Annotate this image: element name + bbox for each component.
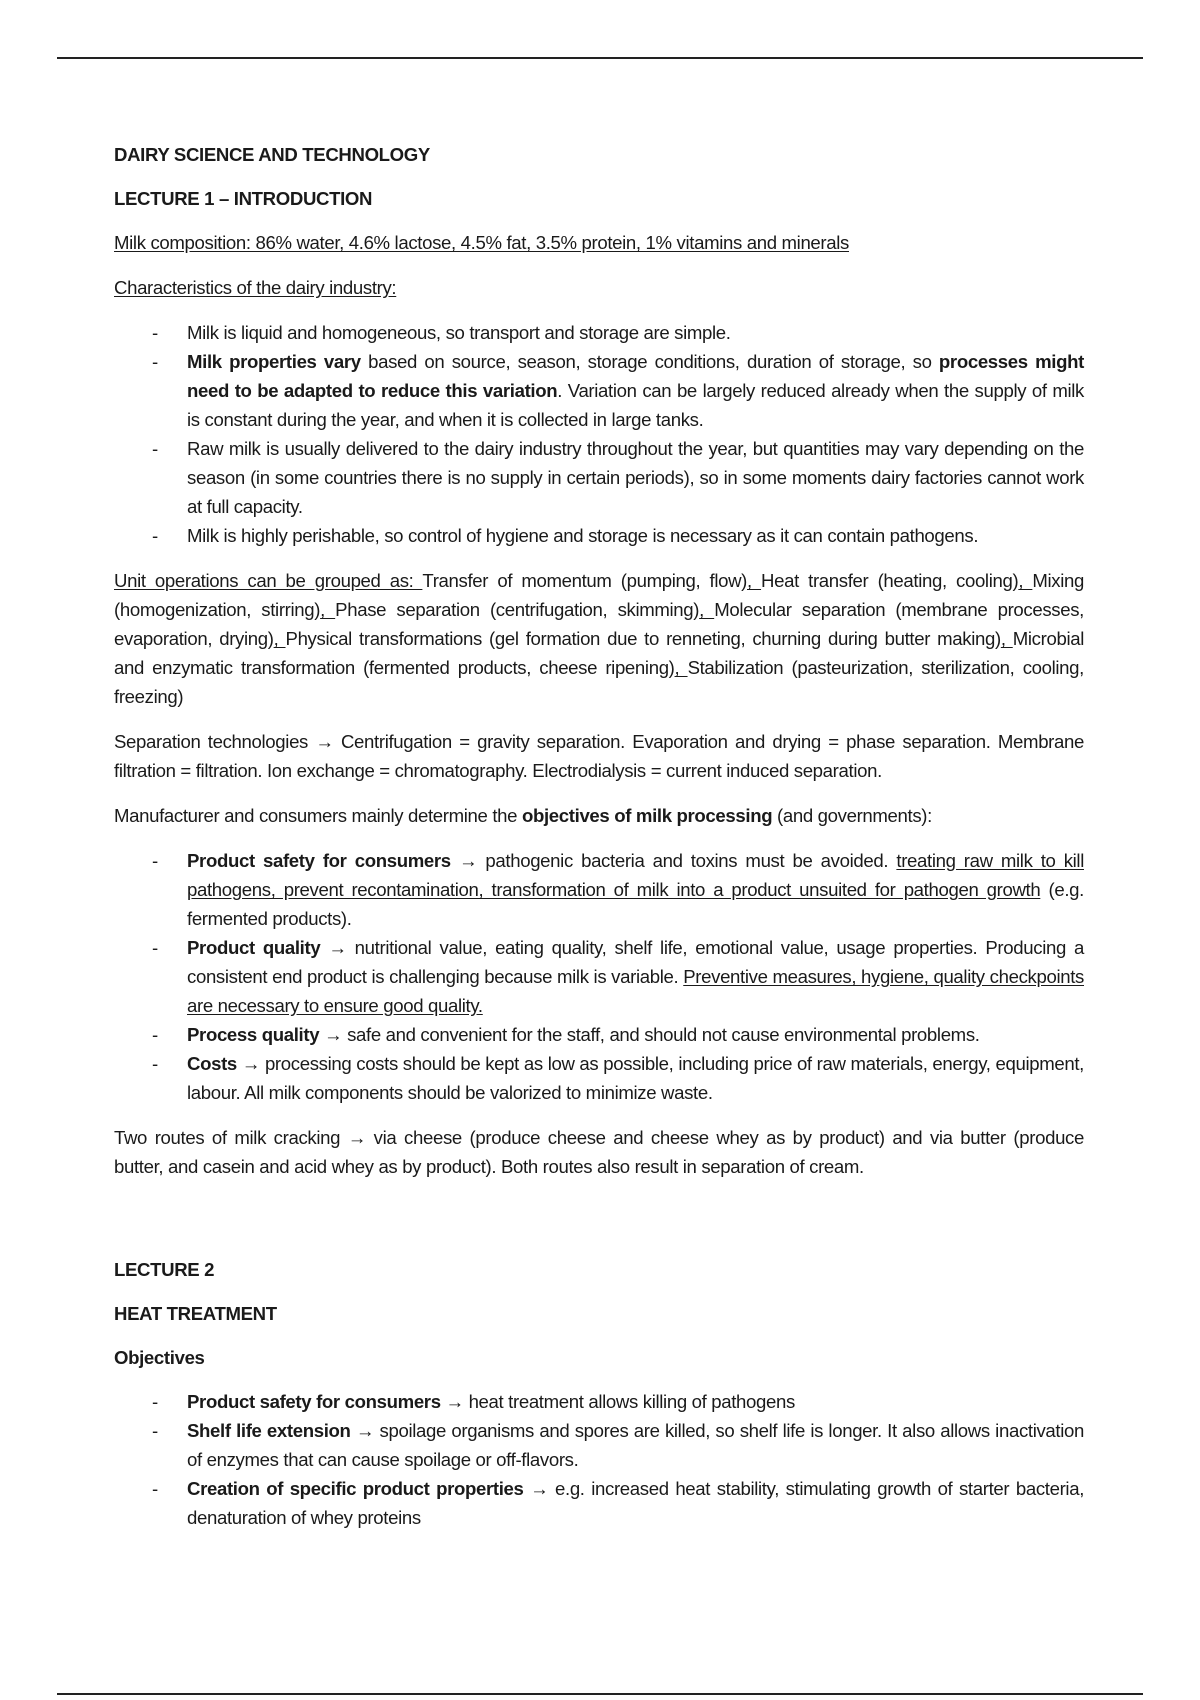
list-item: - Costs → processing costs should be kept as low as possible, including price of raw materials, energy, equipment, labour. All milk components should be valorized to minimize waste. [114,1049,1084,1107]
section-gap [114,1197,1084,1255]
list-item: - Raw milk is usually delivered to the dairy industry throughout the year, but quantities may vary depending on the season (in some countries there is no supply in certain periods), so in some moments dairy factories cannot work at full capacity. [114,434,1084,521]
heat-treatment-heading: HEAT TREATMENT [114,1303,277,1324]
characteristics-heading-text: Characteristics of the dairy industry: [114,277,397,298]
milk-composition-text: Milk composition: 86% water, 4.6% lactose, 4.5% fat, 3.5% protein, 1% vitamins and minerals [114,232,849,253]
objectives-heading: Objectives [114,1347,205,1368]
list-item: - Process quality → safe and convenient for the staff, and should not cause environmental problems. [114,1020,1084,1049]
unit-operations-paragraph: Unit operations can be grouped as: Transfer of momentum (pumping, flow), Heat transfer (heating, cooling), Mixing (homogenization, stirring), Phase separation (centrifugation, skimming), Molecular separation (membrane processes, evaporation, drying), Physical transformations (gel formation due to renneting, churning during butter making), Microbial and enzymatic transformation (fermented products, cheese ripening), Stabilization (pasteurization, sterilization, cooling, freezing) [114,570,1084,707]
header-rule [57,57,1143,59]
milk-composition [114,228,1084,257]
lecture-2-heading: LECTURE 2 [114,1259,215,1280]
objectives-list [114,846,1084,1107]
milk-cracking-paragraph: Two routes of milk cracking → via cheese (produce cheese and cheese whey as by product) and via butter (produce butter, and casein and acid whey as by product). Both routes also result in separation of cream. [114,1127,1084,1177]
list-item: - Creation of specific product properties → e.g. increased heat stability, stimulating growth of starter bacteria, denaturation of whey proteins [114,1474,1084,1532]
characteristics-heading [114,273,1084,302]
document-title: DAIRY SCIENCE AND TECHNOLOGY [114,144,430,165]
heat-objectives-list [114,1387,1084,1532]
lecture-1-heading: LECTURE 1 – INTRODUCTION [114,188,373,209]
list-item: - Milk is liquid and homogeneous, so transport and storage are simple. [114,318,1084,347]
list-item: - Product safety for consumers → heat treatment allows killing of pathogens [114,1387,1084,1416]
list-item: - Milk is highly perishable, so control of hygiene and storage is necessary as it can contain pathogens. [114,521,1084,550]
list-item: - Milk properties vary based on source, season, storage conditions, duration of storage, so processes might need to be adapted to reduce this variation. Variation can be largely reduced already when the supply of milk is constant during the year, and when it is collected in large tanks. [114,347,1084,434]
footer-rule [57,1693,1143,1695]
list-item: - Product safety for consumers → pathogenic bacteria and toxins must be avoided. treating raw milk to kill pathogens, prevent recontamination, transformation of milk into a product unsuited for pathogen growth (e.g. fermented products). [114,846,1084,933]
separation-paragraph: Separation technologies → Centrifugation = gravity separation. Evaporation and drying = phase separation. Membrane filtration = filtration. Ion exchange = chromatography. Electrodialysis = current induced separation. [114,731,1084,781]
list-item: - Shelf life extension → spoilage organisms and spores are killed, so shelf life is longer. It also allows inactivation of enzymes that can cause spoilage or off-flavors. [114,1416,1084,1474]
document-body [114,140,1084,1548]
list-item: - Product quality → nutritional value, eating quality, shelf life, emotional value, usage properties. Producing a consistent end product is challenging because milk is variable. Preventive measures, hygiene, quality checkpoints are necessary to ensure good quality. [114,933,1084,1020]
characteristics-list [114,318,1084,550]
objectives-intro: Manufacturer and consumers mainly determine the objectives of milk processing (and governments): [114,805,932,826]
